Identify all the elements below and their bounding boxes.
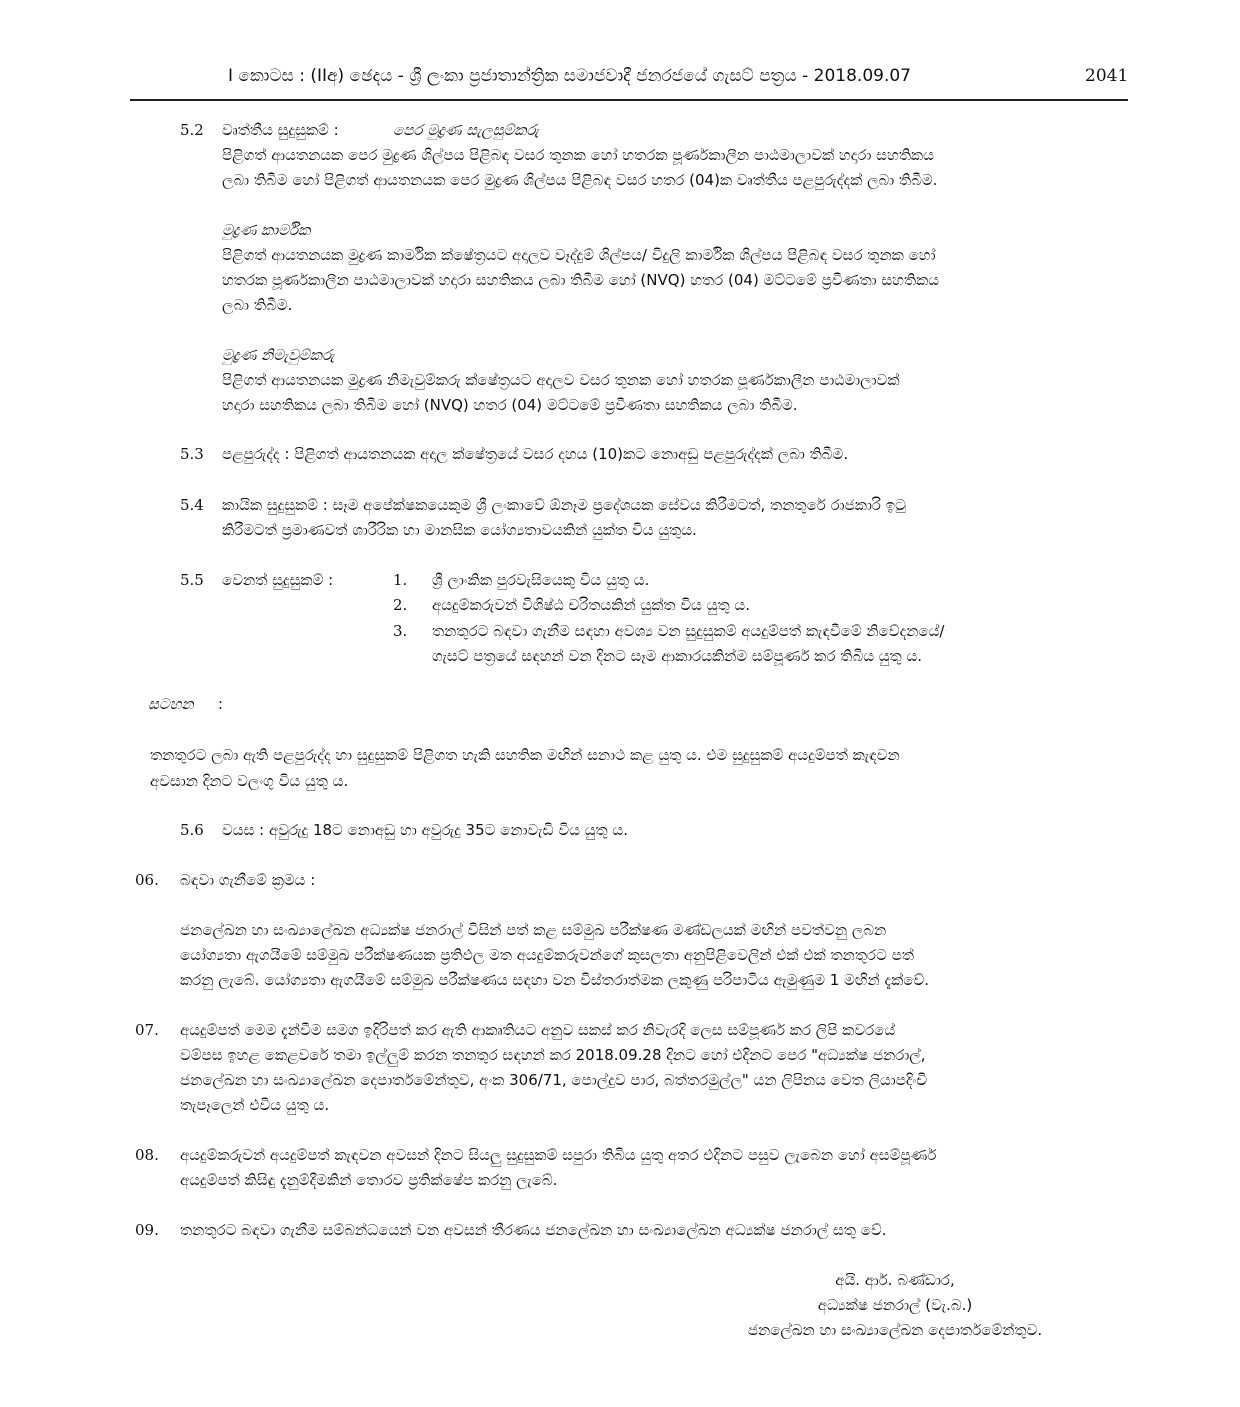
print-technical-line-2: හතරක පූර්ණකාලීන පාඨමාලාවක් හදාරා සහතිකය ලබා තිබීම හෝ (NVQ) හතර (04) මට්ටමේ ප්‍රවීණතා සහතිකය	[222, 271, 940, 289]
section-07-line-3: ජනලේඛන හා සංඛ්‍යාලේඛන දෙපාර්තමේන්තුව, අංක 306/71, පොල්දුව පාර, බත්තරමුල්ල" යන ලිපිනය වෙත ලියාපදිංචි	[180, 1071, 928, 1089]
list-item-text: ගැසට් පත්‍රයේ සඳහන් වන දිනට සෑම ආකාරයකින්ම සම්පූර්ණ කර තිබිය යුතු ය.	[432, 647, 923, 665]
list-item-text: තනතුරට බඳවා ගැනීම සඳහා අවශ්‍ය වන සුදුසුකම් අයදුම්පත් කැඳවීමේ නිවේදනයේ/	[432, 622, 945, 640]
section-09-text: තනතුරට බඳවා ගැනීම සම්බන්ධයෙන් වන අවසන් තීරණය ජනලේඛන හා සංඛ්‍යාලේඛන අධ්‍යක්ෂ ජනරාල් සතු වේ.	[180, 1221, 887, 1239]
pre-press-line-1: පිළිගත් ආයතනයක පෙර මුද්‍රණ ශිල්පය පිළිබඳ වසර තුනක හෝ හතරක පූර්ණකාලීන පාඨමාලාවක් හදාරා සහතිකය	[222, 146, 934, 164]
section-5-4-line-2: කිරීමටත් ප්‍රමාණවත් ශාරීරික හා මානසික යෝග්‍යතාවයකින් යුක්ත විය යුතුය.	[222, 521, 697, 539]
section-5-6-text: වයස : අවුරුදු 18ට නොඅඩු හා අවුරුදු 35ට නොවැඩි විය යුතු ය.	[222, 821, 628, 839]
note-label: සටහන	[148, 695, 194, 713]
subsection-pre-press-title: පෙර මුද්‍රණ සැලසුම්කරු	[393, 121, 539, 139]
note-line-2: අවසාන දිනට වලංගු විය යුතු ය.	[150, 772, 349, 790]
section-5-3-text: පළපුරුද්ද : පිළිගත් ආයතනයක අදාල ක්ෂේත්‍රයේ වසර දහය (10)කට නොඅඩු පළපුරුද්දක් ලබා තිබීම.	[222, 445, 849, 463]
subsection-print-technical-title: මුද්‍රණ කාර්මික	[222, 221, 311, 239]
section-5-2-label: වෘත්තීය සුදුසුකම් :	[222, 121, 339, 139]
section-08-number: 08.	[135, 1146, 159, 1164]
header-divider	[130, 99, 1128, 101]
pre-press-line-2: ලබා තිබීම හෝ පිළිගත් ආයතනයක පෙර මුද්‍රණ ශිල්පය පිළිබඳ වසර හතර (04)ක වෘත්තීය පළපුරුද්දක් ලබා තිබීම.	[222, 171, 938, 189]
section-06-number: 06.	[135, 871, 159, 889]
section-5-2-number: 5.2	[180, 121, 204, 139]
section-06-title: බඳවා ගැනීමේ ක්‍රමය :	[180, 871, 316, 889]
list-item-text: අයදුම්කරුවන් විශිෂ්ඨ චරිතයකින් යුක්ත විය යුතු ය.	[432, 596, 750, 614]
section-06-line-2: යෝග්‍යතා ඇගයීමේ සම්මුඛ පරීක්ෂණයක ප්‍රතිඵල මත අයදුම්කරුවන්ගේ කුසලතා අනුපිළිවෙලින් එක් එක් තනතුරට පත්	[180, 946, 914, 964]
note-colon: :	[218, 695, 224, 713]
print-finisher-line-1: පිළිගත් ආයතනයක මුද්‍රණ නිමැවුම්කරු ක්ෂේත්‍රයට අදාලව වසර තුනක හෝ හතරක පූර්ණකාලීන පාඨමාලාවක්	[222, 371, 900, 389]
print-finisher-line-2: හදාරා සහතිකය ලබා තිබීම හෝ (NVQ) හතර (04) මට්ටමේ ප්‍රවීණතා සහතිකය ලබා තිබීම.	[222, 396, 798, 414]
signatory-name: අයි. ආර්. බණ්ඩාර,	[835, 1271, 955, 1289]
section-5-6-number: 5.6	[180, 821, 204, 839]
section-07-line-2: වම්පස ඉහළ කෙළවරේ තමා ඉල්ලුම් කරන තනතුර සඳහන් කර 2018.09.28 දිනට හෝ එදිනට පෙර "අධ්‍යක්ෂ ජනරාල්,	[180, 1046, 926, 1064]
section-5-3-number: 5.3	[180, 445, 204, 463]
section-5-4-number: 5.4	[180, 496, 204, 514]
page-header-title: I කොටස : (IIඅ) ඡෙදය - ශ්‍රී ලංකා ප්‍රජාතාන්ත්‍රික සමාජවාදී ජනරජයේ ගැසට් පත්‍රය - 2018.09.07	[228, 66, 911, 86]
list-item-number: 3.	[393, 622, 408, 640]
print-technical-line-3: ලබා තිබීම.	[222, 296, 293, 314]
section-08-line-1: අයදුම්කරුවන් අයදුම්පත් කැඳවන අවසන් දිනට සියලු සුදුසුකම් සපුරා තිබිය යුතු අතර එදිනට පසුව ලැබෙන හෝ අසම්පූර්ණ	[180, 1146, 937, 1164]
print-technical-line-1: පිළිගත් ආයතනයක මුද්‍රණ කාර්මික ක්ෂේත්‍රයට අදාලව වෑද්දුම් ශිල්පය/ විදුලි කාර්මික ශිල්පය පිළිබඳ වසර තුනක හෝ	[222, 246, 936, 264]
signatory-department: ජනලේඛන හා සංඛ්‍යාලේඛන දෙපාර්තමේන්තුව.	[747, 1321, 1043, 1339]
note-line-1: තනතුරට ලබා ඇති පළපුරුද්ද හා සුදුසුකම් පිළිගත හැකි සහතික මඟින් සනාථ කළ යුතු ය. එම සුදුසුකම් අයදුම්පත් කැඳවන	[150, 746, 900, 764]
section-07-number: 07.	[135, 1021, 159, 1039]
signatory-title: අධ්‍යක්ෂ ජනරාල් (වැ.බ.)	[817, 1296, 973, 1314]
section-07-line-4: තැපෑලෙන් එවිය යුතු ය.	[180, 1096, 330, 1114]
section-06-line-1: ජනලේඛන හා සංඛ්‍යාලේඛන අධ්‍යක්ෂ ජනරාල් විසින් පත් කළ සම්මුඛ පරීක්ෂණ මණ්ඩලයක් මඟින් පවත්වනු ලබන	[180, 921, 887, 939]
list-item-number: 2.	[393, 596, 408, 614]
section-06-line-3: කරනු ලැබේ. යෝග්‍යතා ඇගයීමේ සම්මුඛ පරීක්ෂණය සඳහා වන විස්තරාත්මක ලකුණු පරිපාටිය ඇමුණුම 1 මඟින් දැක්වේ.	[180, 971, 930, 989]
section-08-line-2: අයදුම්පත් කිසිඳු දැනුම්දීමකින් තොරව ප්‍රතික්ෂේප කරනු ලැබේ.	[180, 1171, 558, 1189]
list-item-text: ශ්‍රී ලාංකික පුරවැසියෙකු විය යුතු ය.	[432, 571, 650, 589]
section-5-4-line-1: කායික සුදුසුකම් : සෑම අපේක්ෂකයෙකුම ශ්‍රී ලංකාවේ ඕනෑම ප්‍රදේශයක සේවය කිරීමටත්, තනතුරේ රාජකාරි ඉටු	[222, 496, 906, 514]
section-5-5-number: 5.5	[180, 571, 204, 589]
section-07-line-1: අයදුම්පත් මෙම දැන්වීම සමග ඉදිරිපත් කර ඇති ආකෘතියට අනුව සකස් කර නිවැරදි ලෙස සම්පූර්ණ කර ලිපි කවරයේ	[180, 1021, 896, 1039]
page-number: 2041	[1085, 66, 1129, 86]
section-09-number: 09.	[135, 1221, 159, 1239]
list-item-number: 1.	[393, 571, 408, 589]
subsection-print-finisher-title: මුද්‍රණ නිමැවුම්කරු	[222, 346, 335, 364]
section-5-5-label: වෙනත් සුදුසුකම් :	[222, 571, 334, 589]
